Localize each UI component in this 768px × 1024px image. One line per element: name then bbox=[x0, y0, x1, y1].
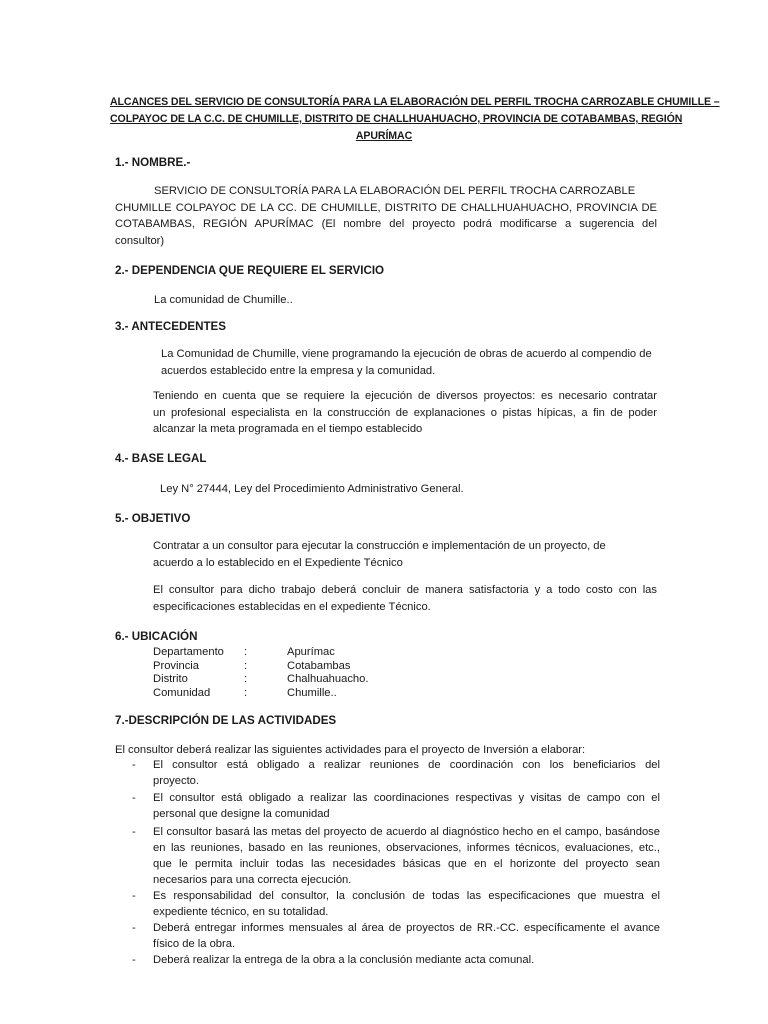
list-item-line: Es responsabilidad del consultor, la conclusión de todas las especificaciones que muestra el bbox=[153, 890, 660, 902]
section-heading-dependencia: 2.- DEPENDENCIA QUE REQUIERE EL SERVICIO bbox=[115, 264, 385, 277]
paragraph-line: alcanzar la meta programada en el tiempo establecido bbox=[153, 423, 423, 436]
list-item bbox=[115, 824, 660, 888]
paragraph-line: La Comunidad de Chumille, viene programando la ejecución de obras de acuerdo al compendio de bbox=[161, 348, 652, 360]
antecedentes-paragraph-1 bbox=[161, 346, 657, 379]
list-item-line: en las reuniones, basado en las reuniones, observaciones, informes técnicos, evaluaciones, etc., bbox=[153, 842, 660, 854]
paragraph-line: CHUMILLE COLPAYOC DE LA CC. DE CHUMILLE, DISTRITO DE CHALLHUAHUACHO, PROVINCIA DE bbox=[115, 201, 657, 214]
list-item-line: que le permita incluir todas las necesidades básicas que en el horizonte del proyecto sean bbox=[153, 858, 660, 870]
bullet-dash: - bbox=[132, 954, 136, 966]
base-legal-text: Ley N° 27444, Ley del Procedimiento Administrativo General. bbox=[160, 483, 464, 495]
bullet-dash: - bbox=[132, 890, 136, 902]
ubicacion-key: Departamento bbox=[153, 646, 224, 658]
paragraph-line: acuerdos establecido entre la empresa y la comunidad. bbox=[161, 364, 436, 377]
section-heading-nombre: 1.- NOMBRE.- bbox=[115, 156, 191, 169]
ubicacion-key: Comunidad bbox=[153, 686, 211, 699]
list-item-line: proyecto. bbox=[153, 775, 200, 787]
document-title bbox=[110, 94, 720, 145]
ubicacion-separator: : bbox=[244, 646, 248, 658]
title-line: ALCANCES DEL SERVICIO DE CONSULTORÍA PARA LA ELABORACIÓN DEL PERFIL TROCHA CARROZABLE CHUMILLE – bbox=[110, 96, 720, 108]
section-heading-antecedentes: 3.- ANTECEDENTES bbox=[115, 320, 227, 333]
list-item-line: físico de la obra. bbox=[153, 938, 236, 950]
paragraph-line: El consultor para dicho trabajo deberá concluir de manera satisfactoria y a todo costo con las bbox=[153, 584, 657, 596]
bullet-dash: - bbox=[132, 826, 136, 838]
ubicacion-value: Chalhuahuacho. bbox=[287, 673, 369, 686]
ubicacion-value: Cotabambas bbox=[287, 659, 351, 672]
ubicacion-value: Apurímac bbox=[287, 646, 335, 658]
ubicacion-separator: : bbox=[244, 686, 248, 699]
bullet-dash: - bbox=[132, 922, 136, 934]
list-item bbox=[115, 888, 660, 920]
paragraph-line: Contratar a un consultor para ejecutar la construcción e implementación de un proyecto, de bbox=[153, 540, 606, 552]
bullet-dash: - bbox=[132, 759, 136, 771]
title-line: APURÍMAC bbox=[355, 130, 413, 142]
paragraph-line: un profesional especialista en la construcción de explanaciones o pistas hípicas, a fin de poder bbox=[153, 406, 657, 419]
paragraph-line: SERVICIO DE CONSULTORÍA PARA LA ELABORACIÓN DEL PERFIL TROCHA CARROZABLE bbox=[154, 185, 636, 197]
section-heading-ubicacion: 6.- UBICACIÓN bbox=[115, 630, 198, 643]
actividades-list bbox=[115, 757, 660, 968]
paragraph-line: especificaciones establecidas en el expediente Técnico. bbox=[153, 600, 431, 613]
ubicacion-key: Provincia bbox=[153, 659, 200, 672]
list-item bbox=[115, 952, 660, 968]
objetivo-paragraph-2 bbox=[153, 582, 657, 615]
ubicacion-key: Distrito bbox=[153, 673, 188, 686]
list-item bbox=[115, 790, 660, 822]
bullet-dash: - bbox=[132, 792, 136, 804]
ubicacion-value: Chumille.. bbox=[287, 686, 337, 699]
list-item-line: El consultor está obligado a realizar reuniones de coordinación con los beneficiarios del bbox=[153, 759, 660, 771]
paragraph-line: Teniendo en cuenta que se requiere la ejecución de diversos proyectos: es necesario contratar bbox=[153, 390, 657, 402]
list-item-line: Deberá entregar informes mensuales al área de proyectos de RR.-CC. específicamente el avance bbox=[153, 922, 660, 934]
list-item-line: El consultor basará las metas del proyecto de acuerdo al diagnóstico hecho en el campo, basándose bbox=[153, 826, 660, 838]
list-item-line: Deberá realizar la entrega de la obra a la conclusión mediante acta comunal. bbox=[153, 954, 535, 966]
dependencia-text: La comunidad de Chumille.. bbox=[154, 294, 293, 306]
paragraph-line: acuerdo a lo establecido en el Expediente Técnico bbox=[153, 556, 403, 569]
list-item bbox=[115, 757, 660, 789]
section-heading-objetivo: 5.- OBJETIVO bbox=[115, 512, 191, 525]
list-item-line: expediente técnico, en su totalidad. bbox=[153, 906, 329, 918]
paragraph-line: COTABAMBAS, REGIÓN APURÍMAC (El nombre del proyecto podrá modificarse a sugerencia del bbox=[115, 218, 657, 231]
ubicacion-separator: : bbox=[244, 659, 248, 672]
section-heading-actividades: 7.-DESCRIPCIÓN DE LAS ACTIVIDADES bbox=[115, 714, 337, 727]
objetivo-paragraph-1 bbox=[153, 538, 617, 571]
nombre-paragraph bbox=[115, 183, 657, 249]
title-line: COLPAYOC DE LA C.C. DE CHUMILLE, DISTRITO DE CHALLHUAHUACHO, PROVINCIA DE COTABAMBAS, REGIÓN bbox=[110, 113, 683, 125]
actividades-intro: El consultor deberá realizar las siguientes actividades para el proyecto de Inversión a elaborar: bbox=[115, 744, 586, 756]
paragraph-line: consultor) bbox=[115, 234, 165, 247]
section-heading-base-legal: 4.- BASE LEGAL bbox=[115, 452, 207, 465]
list-item bbox=[115, 920, 660, 952]
antecedentes-paragraph-2 bbox=[153, 388, 657, 438]
list-item-line: El consultor está obligado a realizar las coordinaciones respectivas y visitas de campo con el bbox=[153, 792, 660, 804]
list-item-line: necesarios para una correcta ejecución. bbox=[153, 874, 352, 886]
list-item-line: personal que designe la comunidad bbox=[153, 808, 330, 820]
ubicacion-separator: : bbox=[244, 673, 248, 686]
